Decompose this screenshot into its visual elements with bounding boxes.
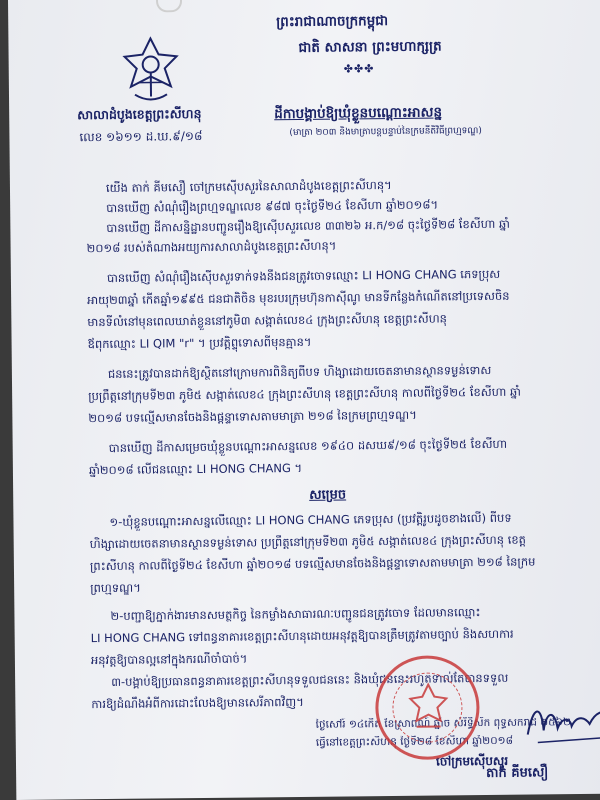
handwritten-signature-icon [523, 694, 600, 755]
document-page [8, 0, 600, 800]
decision-line: ៣-បង្គាប់ឱ្យប្រធានពន្ធនាគារខេត្តព្រះសីហនុទទួលជននេះ និងឃុំជននេះរហូតទាល់តែបានទទួល [111, 670, 509, 689]
signer-name: តាក់ គីមសឿ [486, 765, 549, 782]
signer-title: ចៅក្រមស៊ើបសួរ [435, 753, 509, 769]
body-line: ឪពុកឈ្មោះ LI QIM "r" ។ ប្រវត្តិព្ទុទោសពីមុនគ្មាន។ [87, 334, 312, 352]
body-line: ប្រព្រឹត្តនៅក្រុមទី២៣ ភូមិ៥ សង្កាត់លេខ៤ ក្រុងព្រះសីហនុ ខេត្តព្រះសីហនុ កាលពីថ្ងៃទី២៤ ខែសីហា ឆ្នាំ [88, 384, 521, 404]
body-line: បានឃើញ ដីកាសម្រេចឃុំខ្លួនបណ្តោះអាសន្នលេខ ១៩៤០ ដសឃ៩/១៨ ចុះថ្ងៃទី២៥ ខែសីហា [108, 436, 508, 455]
official-stamp-icon [375, 655, 480, 760]
body-line: ២០១៨ បទល្មើសមានចែងនិងផ្តន្ទាទោសតាមមាត្រា ២១៨ នៃក្រមព្រហ្មទណ្ឌ។ [88, 407, 417, 426]
decision-line: ការឱ្យដំណឹងអំពីការដោះលែងឱ្យមានសេរីភាពវិញ។ [91, 694, 304, 712]
body-line: អាយុ២៣ឆ្នាំ កើតឆ្នាំ១៩៩៥ ជនជាតិចិន មុខរបរក្រុមហ៊ុនកាស៊ីណូ មានទីកន្លែងកំណើតនៅប្រទេសចិន [87, 288, 510, 308]
decision-line: LI HONG CHANG ទៅពន្ធនាគារខេត្តព្រះសីហនុដោយអនុវត្តឱ្យបានត្រឹមត្រូវតាមច្បាប់ និងសហការ [90, 626, 514, 646]
document-title: ដីកាបង្គាប់ឱ្យឃុំខ្លួនបណ្តោះអាសន្ន [274, 104, 443, 123]
decision-line: អនុវត្តឱ្យបានល្អនៅក្នុងករណីចាំបាច់។ [90, 651, 248, 668]
decision-line: ២-បញ្ជាឱ្យភ្នាក់ងារមានសមត្ថកិច្ច នៃកម្លាំងសាធារណៈបញ្ជូនជនត្រូវចោទ ដែលមានឈ្មោះ [110, 605, 481, 623]
body-line: ជននេះត្រូវបានដាក់ឱ្យស្ថិតនៅក្រោមការពិនិត្យពីបទ ហិង្សាដោយចេតនាមានស្ថានទម្ងន់ទោស [107, 362, 492, 381]
body-line: មានទីលំនៅមុនពេលឃាត់ខ្លួននៅភូមិ៣ សង្កាត់លេខ៤ ក្រុងព្រះសីហនុ ខេត្តព្រះសីហនុ [87, 311, 447, 330]
lunar-date: ថ្ងៃសៅរ៍ ១៤កើត ខែស្រាពណ៍ ឆ្នាំច សំរឹទ្ធិស័ក ពុទ្ធសករាជ ២៥៦២ [315, 716, 572, 731]
body-line: ឆ្នាំ២០១៨ លើជនឈ្មោះ LI HONG CHANG ។ [88, 460, 303, 478]
decision-line: ព្រហ្មទណ្ឌ។ [90, 580, 141, 596]
binder-string [156, 0, 182, 12]
decision-heading: សម្រេច [309, 487, 347, 503]
body-line: បានឃើញ ដីកាសន្និដ្ឋានបញ្ជូនរឿងឱ្យស៊ើបសួរលេខ ៣៣២៦ អ.ក/១៨ ចុះថ្ងៃទី២៨ ខែសីហា ឆ្នាំ [106, 216, 511, 235]
body-line: ២០១៨ របស់តំណាងអយ្យការសាលាដំបូងខេត្តព្រះសីហនុ។ [86, 238, 337, 256]
motto-ornament: ✤✤✤ [343, 62, 375, 76]
decision-line: ហិង្សាដោយចេតនាមានស្ថានទម្ងន់ទោស ប្រព្រឹត្តនៅក្រុមទី២៣ ភូមិ៥ សង្កាត់លេខ៤ ក្រុងព្រះសីហនុ ខេត្ត [89, 532, 526, 552]
body-line: បានឃើញ សំណុំរឿងព្រហ្មទណ្ឌលេខ ៩៨៧ ចុះថ្ងៃទី២៤ ខែសីហា ឆ្នាំ២០១៨។ [106, 197, 439, 215]
decision-line: ១-ឃុំខ្លួនបណ្តោះអាសន្នលើឈ្មោះ LI HONG CHANG ភេទប្រុស (ប្រវត្តិរូបដូចខាងលើ) ពីបទ [109, 510, 512, 529]
reference-number: លេខ ១៦១១ ដ.ឃ.៩/១៨ [79, 128, 203, 145]
court-name: សាលាដំបូងខេត្តព្រះសីហនុ [77, 105, 202, 123]
national-motto: ជាតិ សាសនា ព្រះមហាក្សត្រ [298, 38, 442, 56]
kingdom-heading: ព្រះរាជាណាចក្រកម្ពុជា [276, 13, 389, 31]
court-emblem-icon [118, 36, 183, 107]
body-line: យើង តាក់ គីមសឿ ចៅក្រមស៊ើបសួរនៃសាលាដំបូងខេត្តព្រះសីហនុ។ [105, 177, 392, 195]
document-subtitle: (មាត្រា ២០៣ និងមាត្រាបន្តបន្ទាប់នៃក្រមនីតិវិធីព្រហ្មទណ្ឌ) [289, 126, 482, 139]
decision-line: ព្រះសីហនុ កាលពីថ្ងៃទី២៤ ខែសីហា ឆ្នាំ២០១៨ បទល្មើសមានចែងនិងផ្តន្ទាទោសតាមមាត្រា ២១៨ នៃក្រម [89, 554, 536, 574]
body-line: បានឃើញ សំណុំរឿងស៊ើបសួរទាក់ទងនឹងជនត្រូវចោទឈ្មោះ LI HONG CHANG ភេទប្រុស [106, 266, 501, 285]
solar-date: ធ្វើនៅខេត្តព្រះសីហនុ ថ្ងៃទី២៨ ខែសីហា ឆ្នាំ២០១៨ [315, 734, 514, 749]
